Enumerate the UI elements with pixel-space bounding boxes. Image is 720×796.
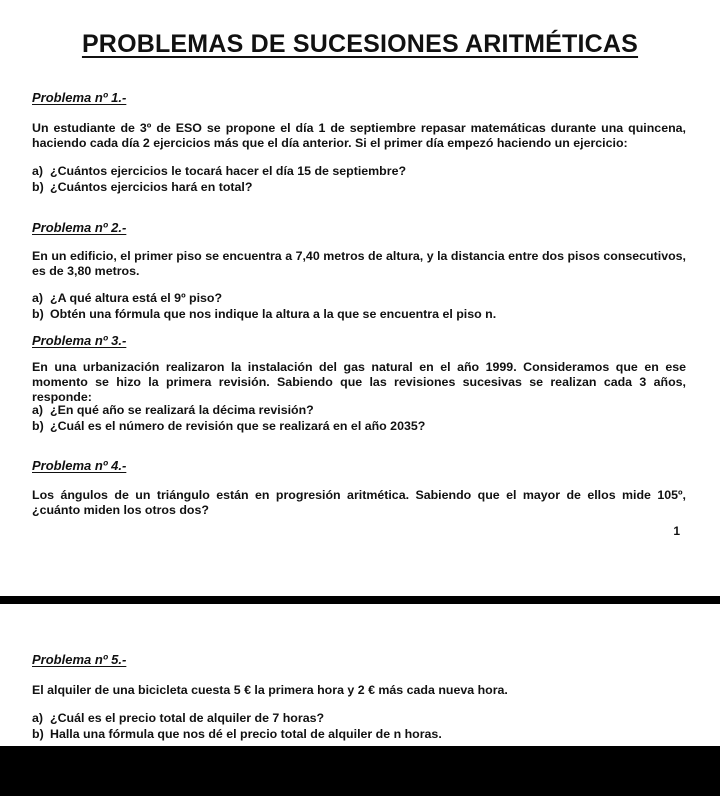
problem-4-text: Los ángulos de un triángulo están en progresión aritmética. Sabiendo que el mayor de ellos mide 105º, ¿cuánto miden los otros dos? bbox=[32, 488, 686, 517]
question-text: Obtén una fórmula que nos indique la altura a la que se encuentra el piso n. bbox=[50, 307, 497, 321]
problem-2-question-b bbox=[32, 307, 692, 322]
question-label: b) bbox=[32, 727, 44, 741]
problem-1-question-a bbox=[32, 164, 692, 179]
question-label: b) bbox=[32, 180, 44, 194]
problem-1-text: Un estudiante de 3º de ESO se propone el día 1 de septiembre repasar matemáticas durante una quincena, haciendo cada día 2 ejercicios más que el día anterior. Si el primer día empezó haciendo un ejercicio: bbox=[32, 121, 686, 150]
bottom-black-band bbox=[0, 746, 720, 796]
problem-3-question-b bbox=[32, 419, 692, 434]
question-text: ¿En qué año se realizará la décima revisión? bbox=[50, 403, 314, 417]
question-text: Halla una fórmula que nos dé el precio total de alquiler de n horas. bbox=[50, 727, 442, 741]
problem-2-text: En un edificio, el primer piso se encuentra a 7,40 metros de altura, y la distancia entre dos pisos consecutivos, es de 3,80 metros. bbox=[32, 249, 686, 278]
page-2 bbox=[0, 604, 720, 746]
question-label: a) bbox=[32, 164, 44, 178]
question-text: ¿Cuál es el precio total de alquiler de 7 horas? bbox=[50, 711, 325, 725]
question-label: b) bbox=[32, 419, 44, 433]
question-label: a) bbox=[32, 403, 44, 417]
question-text: ¿Cuántos ejercicios le tocará hacer el día 15 de septiembre? bbox=[50, 164, 407, 178]
problem-1-heading: Problema nº 1.- bbox=[32, 90, 127, 105]
question-label: b) bbox=[32, 307, 44, 321]
problem-3-heading: Problema nº 3.- bbox=[32, 333, 127, 348]
problem-3-text: En una urbanización realizaron la instalación del gas natural en el año 1999. Consideramos que en ese momento se hizo la primera revisión. Sabiendo que las revisiones sucesivas se realizan cada 3 años, responde: bbox=[32, 360, 686, 404]
problem-1-question-b bbox=[32, 180, 692, 195]
question-text: ¿Cuál es el número de revisión que se realizará en el año 2035? bbox=[50, 419, 426, 433]
page-number: 1 bbox=[673, 524, 680, 538]
question-label: a) bbox=[32, 291, 44, 305]
question-text: ¿A qué altura está el 9º piso? bbox=[50, 291, 223, 305]
problem-3-question-a bbox=[32, 403, 692, 418]
problem-2-question-a bbox=[32, 291, 692, 306]
problem-4-heading: Problema nº 4.- bbox=[32, 458, 127, 473]
problem-5-question-b bbox=[32, 727, 692, 742]
problem-5-heading: Problema nº 5.- bbox=[32, 652, 127, 667]
problem-5-text: El alquiler de una bicicleta cuesta 5 € la primera hora y 2 € más cada nueva hora. bbox=[32, 683, 508, 697]
page-divider bbox=[0, 596, 720, 604]
problem-2-heading: Problema nº 2.- bbox=[32, 220, 127, 235]
question-text: ¿Cuántos ejercicios hará en total? bbox=[50, 180, 253, 194]
page-title: PROBLEMAS DE SUCESIONES ARITMÉTICAS bbox=[81, 30, 639, 58]
problem-5-question-a bbox=[32, 711, 692, 726]
question-label: a) bbox=[32, 711, 44, 725]
